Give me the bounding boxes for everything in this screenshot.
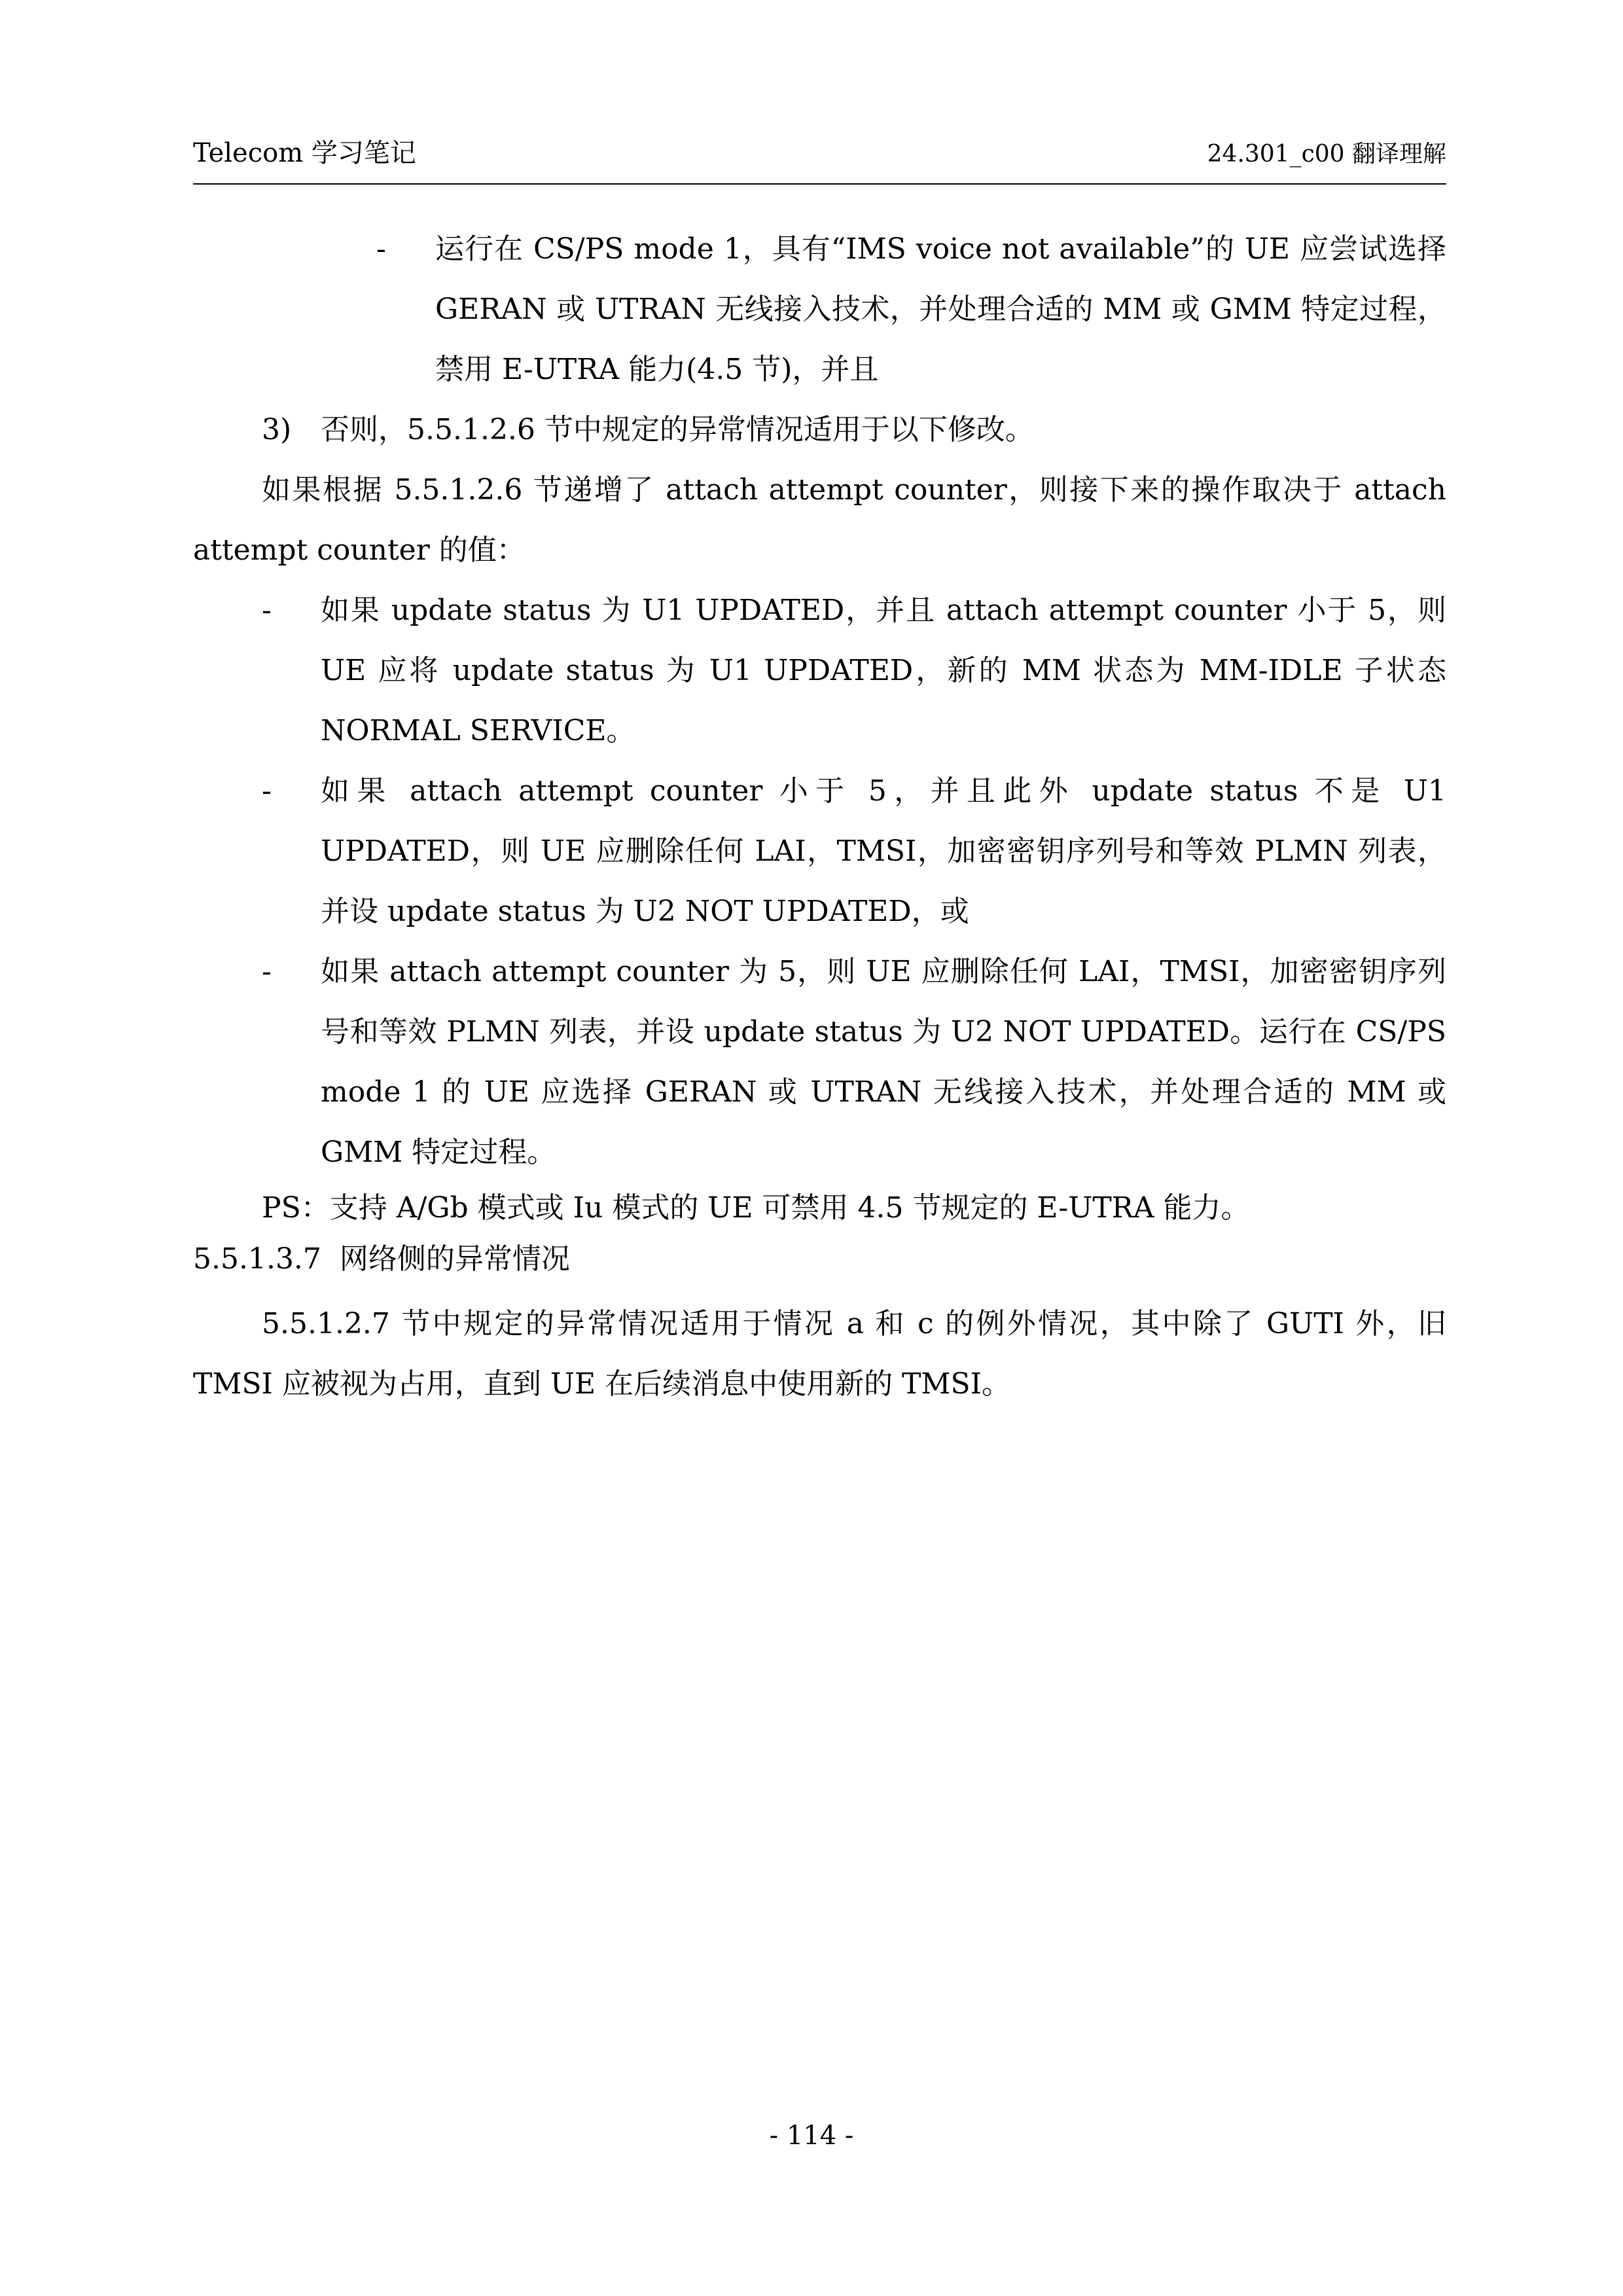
spacer: [193, 1285, 1446, 1294]
paragraph: 5.5.1.2.7 节中规定的异常情况适用于情况 a 和 c 的例外情况，其中除了 GUTI 外，旧 TMSI 应被视为占用，直到 UE 在后续消息中使用新的 TMSI。: [193, 1307, 1446, 1401]
section-heading: [193, 1234, 1446, 1285]
page-header: [193, 131, 1446, 185]
bullet-marker: -: [262, 594, 272, 627]
header-document-id: 24.301_c00 翻译理解: [1207, 141, 1446, 168]
list-item: [193, 761, 1446, 942]
section-title: 网络侧的异常情况: [339, 1242, 570, 1276]
page-content: [193, 219, 1446, 1414]
list-item-text: 运行在 CS/PS mode 1，具有“IMS voice not available”的 UE 应尝试选择 GERAN 或 UTRAN 无线接入技术，并处理合适的 MM 或 GMM 特定过程，禁用 E-UTRA 能力(4.5 节)，并且: [435, 232, 1446, 386]
bullet-marker: -: [262, 774, 272, 808]
list-item-text: 如果 attach attempt counter 为 5，则 UE 应删除任何 LAI，TMSI，加密密钥序列号和等效 PLMN 列表，并设 update status 为 U2 NOT UPDATED。运行在 CS/PS mode 1 的 UE 应选择 GERAN 或 UTRAN 无线接入技术，并处理合适的 MM 或 GMM 特定过程。: [321, 955, 1446, 1169]
numbered-item: [193, 400, 1446, 460]
paragraph: 如果根据 5.5.1.2.6 节递增了 attach attempt counter，则接下来的操作取决于 attach attempt counter 的值：: [193, 473, 1446, 567]
list-item-text: 如果 attach attempt counter 小于 5，并且此外 update status 不是 U1 UPDATED，则 UE 应删除任何 LAI，TMSI，加密密钥序列号和等效 PLMN 列表，并设 update status 为 U2 NOT UPDATED，或: [321, 774, 1446, 928]
list-item: [193, 219, 1446, 400]
numbered-item-text: 否则，5.5.1.2.6 节中规定的异常情况适用于以下修改。: [321, 413, 1034, 446]
page-number: - 114 -: [769, 2121, 854, 2151]
item-number: 3): [262, 413, 292, 446]
section-number: 5.5.1.3.7: [193, 1242, 321, 1276]
bullet-marker: -: [376, 232, 386, 266]
list-item-text: 如果 update status 为 U1 UPDATED，并且 attach attempt counter 小于 5，则 UE 应将 update status 为 U1 UPDATED，新的 MM 状态为 MM-IDLE 子状态 NORMAL SERVICE。: [321, 594, 1446, 747]
bullet-marker: -: [262, 955, 272, 988]
list-item: [193, 942, 1446, 1183]
list-item: [193, 581, 1446, 761]
ps-note: PS：支持 A/Gb 模式或 Iu 模式的 UE 可禁用 4.5 节规定的 E-UTRA 能力。: [262, 1191, 1250, 1225]
header-title: Telecom 学习笔记: [193, 138, 416, 168]
